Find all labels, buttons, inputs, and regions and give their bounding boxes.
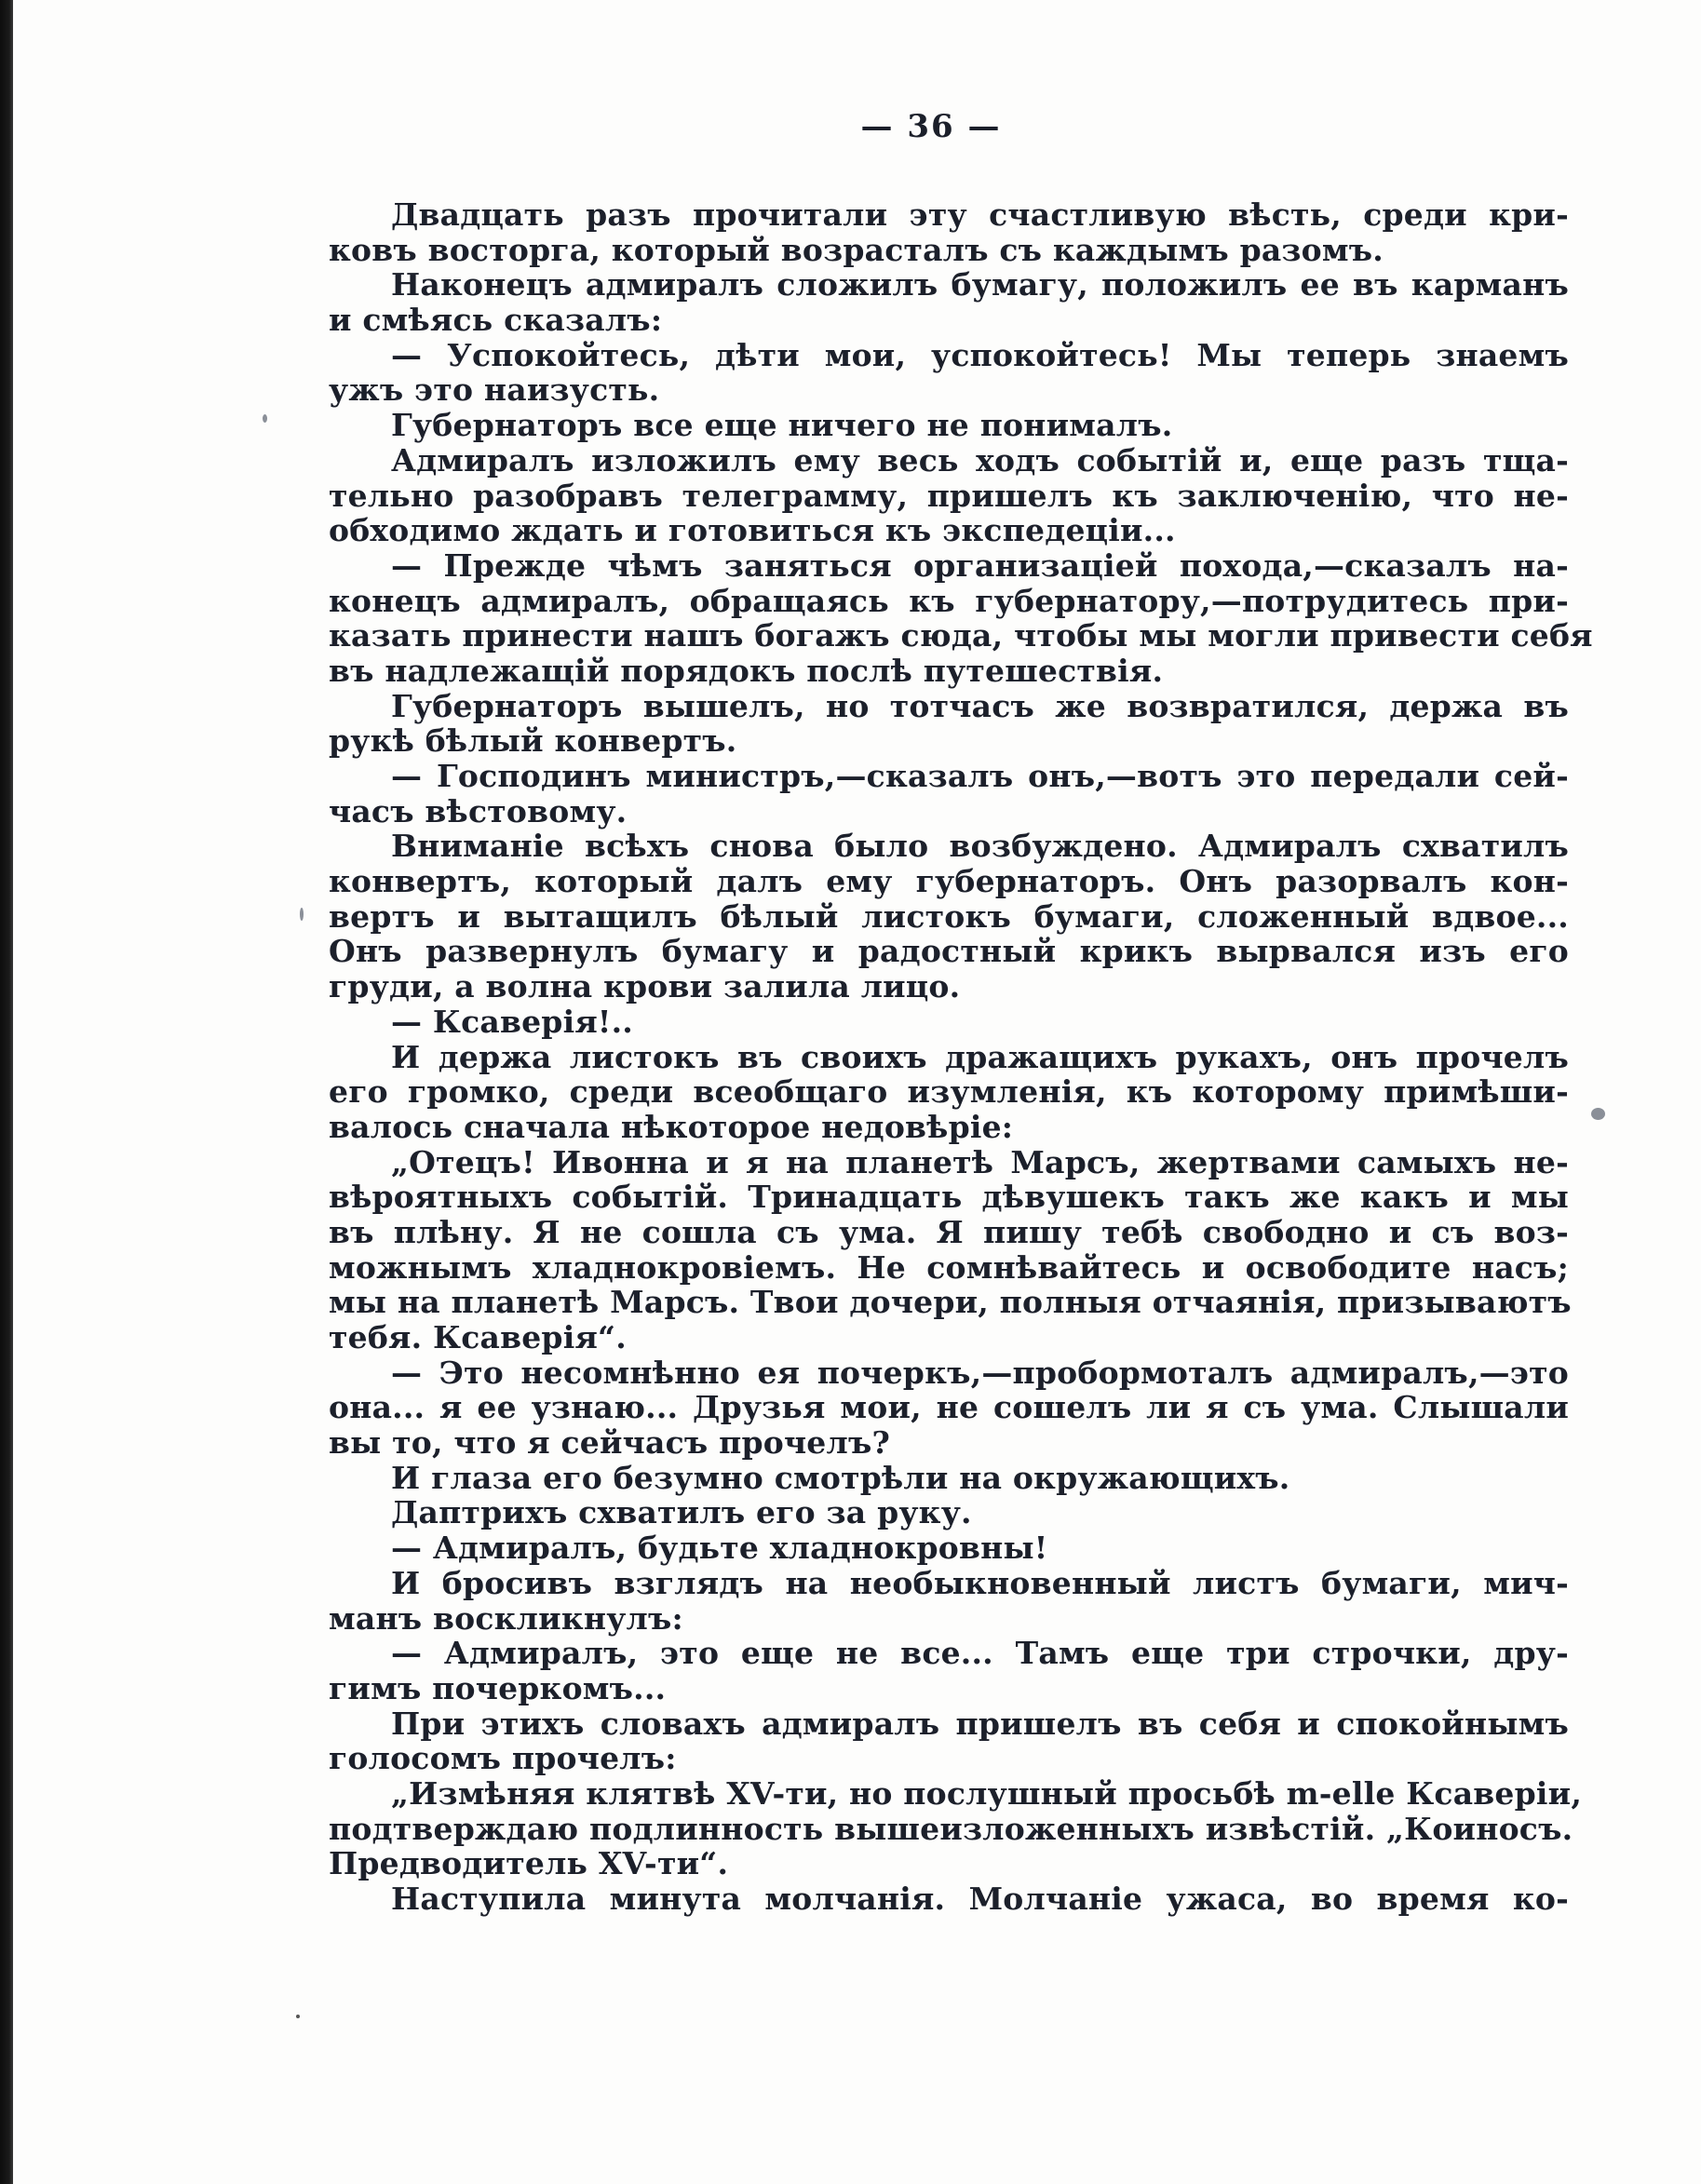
text-line: манъ воскликнулъ: (329, 1599, 683, 1637)
text-line: мы на планетѣ Марсъ. Твои дочери, полныя отчаянія, призываютъ (329, 1284, 1572, 1321)
paragraph-first-line: При этихъ словахъ адмиралъ пришелъ въ себя и спокойнымъ (391, 1705, 1569, 1742)
paragraph-first-line: — Это несомнѣнно ея почеркъ,—пробормоталъ адмиралъ,—это (391, 1354, 1569, 1391)
paragraph-first-line: Вниманіе всѣхъ снова было возбуждено. Адмиралъ схватилъ (391, 828, 1569, 865)
paragraph-first-line: — Успокойтесь, дѣти мои, успокойтесь! Мы теперь знаемъ (391, 336, 1569, 373)
text-line: голосомъ прочелъ: (329, 1740, 677, 1777)
text-line: вѣроятныхъ событій. Тринадцать дѣвушекъ такъ же какъ и мы (329, 1179, 1569, 1216)
text-line: ковъ восторга, который возрасталъ съ каждымъ разомъ. (329, 231, 1384, 268)
scan-border-edge (0, 0, 13, 2184)
text-line: Предводитель XV-ти“. (329, 1845, 729, 1882)
paragraph-first-line: И глаза его безумно смотрѣли на окружающихъ. (391, 1459, 1290, 1496)
paragraph-first-line: „Отецъ! Ивонна и я на планетѣ Марсъ, жертвами самыхъ не- (391, 1143, 1569, 1180)
text-line: рукѣ бѣлый конвертъ. (329, 722, 737, 760)
paragraph-first-line: — Прежде чѣмъ заняться организаціей похода,—сказалъ на- (391, 546, 1569, 584)
paragraph-first-line: Даптрихъ схватилъ его за руку. (391, 1494, 972, 1531)
text-line: конецъ адмиралъ, обращаясь къ губернатору,—потрудитесь при- (329, 582, 1569, 619)
text-line: его громко, среди всеобщаго изумленія, къ которому примѣши- (329, 1073, 1569, 1111)
text-line: гимъ почеркомъ... (329, 1669, 667, 1706)
paragraph-first-line: Наконецъ адмиралъ сложилъ бумагу, положилъ ее въ карманъ (391, 266, 1569, 303)
scan-speck (263, 414, 267, 423)
page-body-text (329, 196, 1593, 1917)
paragraph-first-line: Двадцать разъ прочитали эту счастливую вѣсть, среди кри- (391, 196, 1569, 233)
paragraph-first-line: — Ксаверія!.. (391, 1003, 633, 1040)
text-line: вертъ и вытащилъ бѣлый листокъ бумаги, сложенный вдвое... (329, 897, 1569, 935)
paragraph-first-line: — Господинъ министръ,—сказалъ онъ,—вотъ это передали сей- (391, 758, 1569, 794)
paragraph-first-line: И бросивъ взглядъ на необыкновенный листъ бумаги, мич- (391, 1564, 1569, 1601)
text-line: она... я ее узнаю... Друзья мои, не сошелъ ли я съ ума. Слышали (329, 1389, 1569, 1426)
paragraph-first-line: Губернаторъ вышелъ, но тотчасъ же возвратился, держа въ (391, 687, 1569, 724)
text-line: въ надлежащій порядокъ послѣ путешествія. (329, 652, 1164, 689)
scan-speck (1591, 1108, 1605, 1120)
text-line: вы то, что я сейчасъ прочелъ? (329, 1424, 891, 1462)
paragraph-first-line: — Адмиралъ, будьте хладнокровны! (391, 1530, 1048, 1567)
paragraph-first-line: Губернаторъ все еще ничего не понималъ. (391, 407, 1173, 444)
paragraph-first-line: Адмиралъ изложилъ ему весь ходъ событій и, еще разъ тща- (391, 441, 1569, 479)
scan-speck (300, 908, 304, 921)
text-line: тельно разобравъ телеграмму, пришелъ къ заключенію, что не- (329, 477, 1569, 514)
paragraph-first-line: — Адмиралъ, это еще не все... Тамъ еще три строчки, дру- (391, 1635, 1569, 1672)
text-line: Онъ развернулъ бумагу и радостный крикъ вырвался изъ его (329, 933, 1569, 970)
text-line: подтверждаю подлинность вышеизложенныхъ извѣстій. „Коиносъ. (329, 1810, 1573, 1847)
page-number: — 36 — (860, 108, 1002, 145)
text-line: часъ вѣстовому. (329, 792, 628, 829)
text-line: валось сначала нѣкоторое недовѣріе: (329, 1108, 1014, 1145)
paragraph-first-line: Наступила минута молчанія. Молчаніе ужаса, во время ко- (391, 1881, 1569, 1917)
scan-speck (296, 2015, 300, 2018)
text-line: можнымъ хладнокровіемъ. Не сомнѣвайтесь и освободите насъ; (329, 1248, 1569, 1286)
text-line: конвертъ, который далъ ему губернаторъ. Онъ разорвалъ кон- (329, 863, 1569, 900)
text-line: и смѣясь сказалъ: (329, 302, 663, 339)
text-line: обходимо ждать и готовиться къ экспедеціи... (329, 512, 1176, 549)
paragraph-first-line: И держа листокъ въ своихъ дражащихъ рукахъ, онъ прочелъ (391, 1038, 1569, 1075)
text-line: ужъ это наизусть. (329, 371, 660, 409)
text-line: казать принести нашъ богажъ сюда, чтобы мы могли привести себя (329, 617, 1593, 654)
text-line: груди, а волна крови залила лицо. (329, 968, 961, 1005)
paragraph-first-line: „Измѣняя клятвѣ XV-ти, но послушный просьбѣ m-elle Ксаверіи, (391, 1774, 1583, 1812)
text-line: тебя. Ксаверія“. (329, 1319, 627, 1355)
text-line: въ плѣну. Я не сошла съ ума. Я пишу тебѣ свободно и съ воз- (329, 1213, 1569, 1250)
